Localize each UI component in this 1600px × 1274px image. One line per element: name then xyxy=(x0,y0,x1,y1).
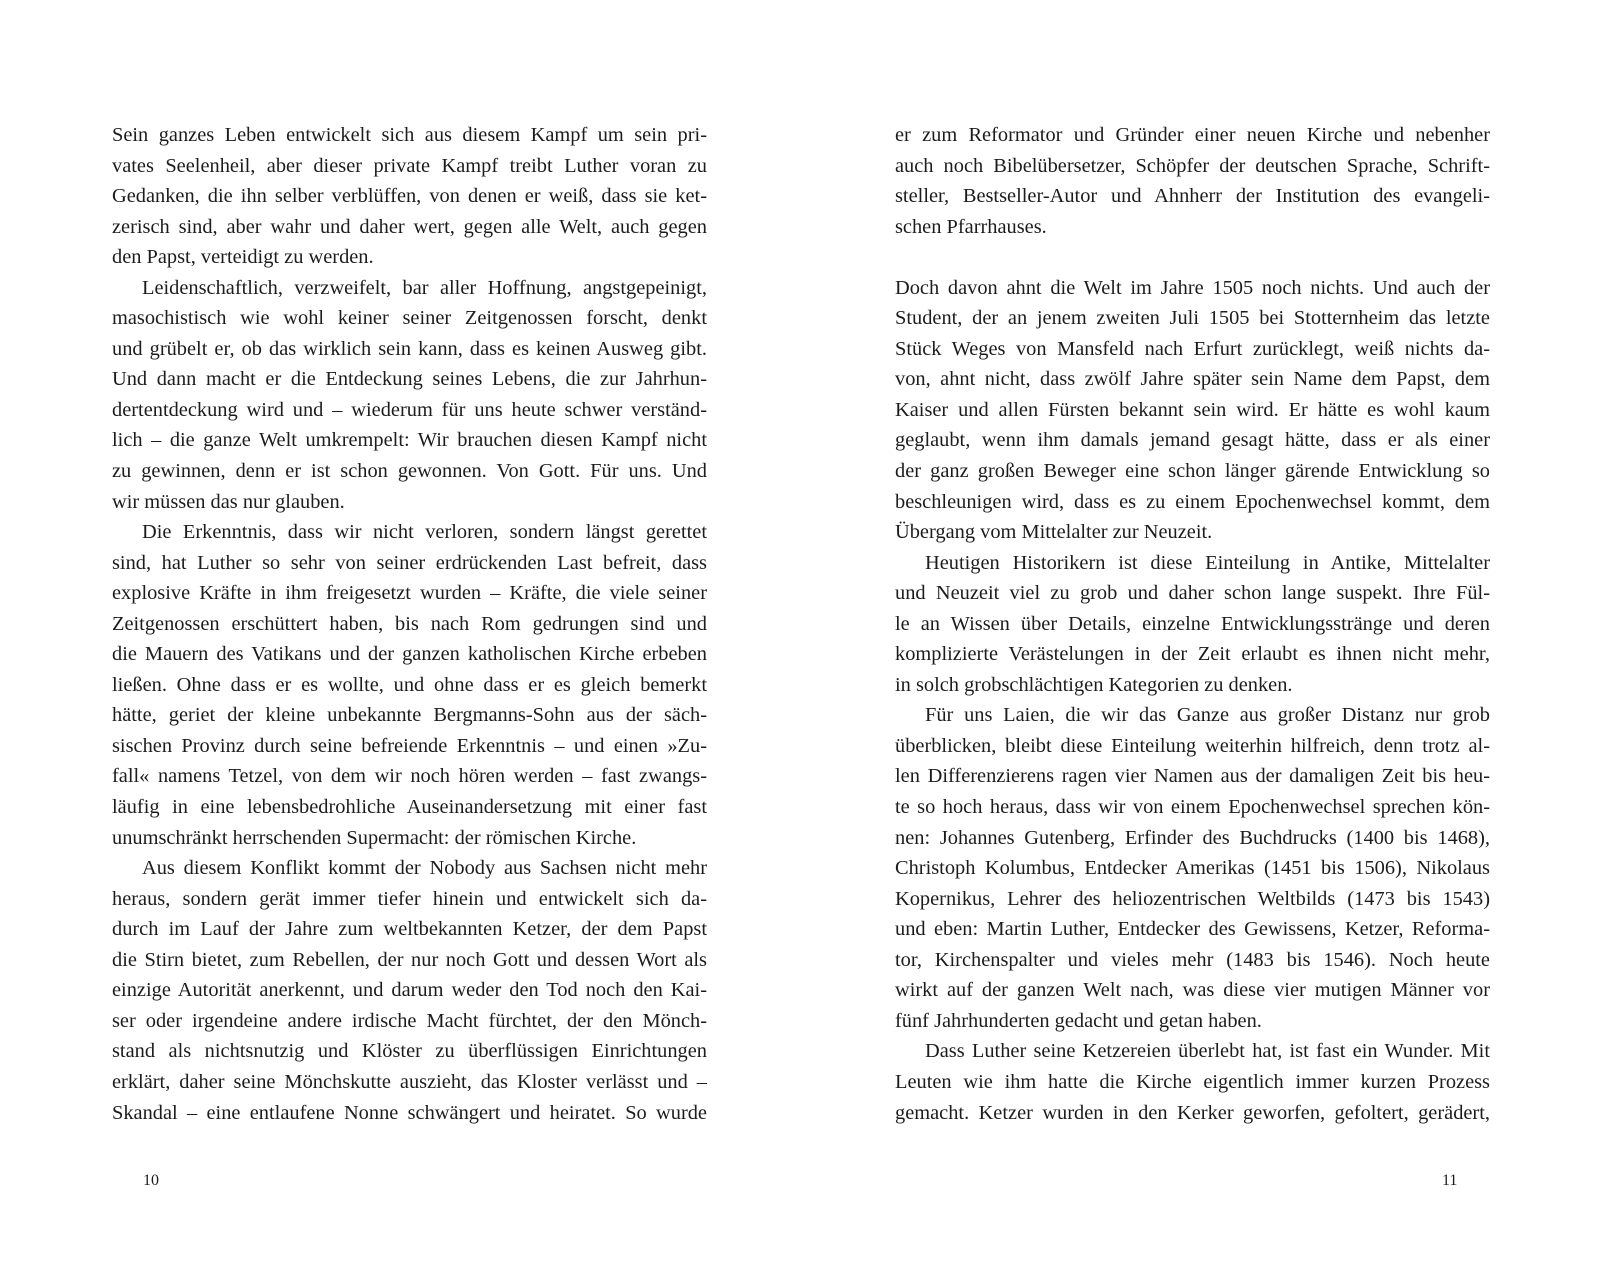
text-line: nen: Johannes Gutenberg, Erfinder des Buchdrucks (1400 bis 1468), xyxy=(895,826,1490,849)
text-line: fall« namens Tetzel, von dem wir noch hören werden – fast zwangs- xyxy=(112,765,707,788)
text-line: wir müssen das nur glauben. xyxy=(112,490,345,513)
text-line: er zum Reformator und Gründer einer neuen Kirche und nebenher xyxy=(895,124,1490,146)
text-line: le an Wissen über Details, einzelne Entwicklungsstränge und deren xyxy=(895,612,1490,635)
text-line: dertentdeckung wird und – wiederum für uns heute schwer verständ- xyxy=(112,398,707,421)
text-line: fünf Jahrhunderten gedacht und getan haben. xyxy=(895,1009,1262,1032)
text-line: überblicken, bleibt diese Einteilung weiterhin hilfreich, denn trotz al- xyxy=(895,734,1490,757)
text-line: vates Seelenheil, aber dieser private Kampf treibt Luther voran zu xyxy=(112,154,707,177)
text-line: der ganz großen Beweger eine schon länger gärende Entwicklung so xyxy=(895,460,1490,483)
text-line: stand als nichtsnutzig und Klöster zu überflüssigen Einrichtungen xyxy=(112,1040,707,1063)
text-line: Leidenschaftlich, verzweifelt, bar aller Hoffnung, angstgepeinigt, xyxy=(142,276,707,299)
text-line: steller, Bestseller-Autor und Ahnherr der Institution des evangeli- xyxy=(895,185,1490,208)
text-line: erklärt, daher seine Mönchskutte auszieht, das Kloster verlässt und – xyxy=(112,1070,707,1093)
text-line: Übergang vom Mittelalter zur Neuzeit. xyxy=(895,521,1213,544)
text-line: die Stirn bietet, zum Rebellen, der nur noch Gott und dessen Wort als xyxy=(112,948,707,971)
text-line: Dass Luther seine Ketzereien überlebt hat, ist fast ein Wunder. Mit xyxy=(925,1040,1490,1063)
section-break xyxy=(895,242,1490,273)
text-line: te so hoch heraus, dass wir von einem Epochenwechsel sprechen kön- xyxy=(895,796,1490,819)
text-line: lich – die ganze Welt umkrempelt: Wir brauchen diesen Kampf nicht xyxy=(112,429,707,452)
text-line: den Papst, verteidigt zu werden. xyxy=(112,246,374,269)
left-page-text xyxy=(112,120,707,1128)
text-line: tor, Kirchenspalter und vieles mehr (1483 bis 1546). Noch heute xyxy=(895,948,1490,971)
text-line: und grübelt er, ob das wirklich sein kann, dass es keinen Ausweg gibt. xyxy=(112,337,707,360)
text-line: zerisch sind, aber wahr und daher wert, gegen alle Welt, auch gegen xyxy=(112,215,707,238)
text-line: Aus diesem Konflikt kommt der Nobody aus Sachsen nicht mehr xyxy=(142,857,707,880)
text-line: Gedanken, die ihn selber verblüffen, von denen er weiß, dass sie ket- xyxy=(112,185,707,208)
text-line: unumschränkt herrschenden Supermacht: der römischen Kirche. xyxy=(112,826,637,849)
text-line: ser oder irgendeine andere irdische Macht fürchtet, der den Mönch- xyxy=(112,1009,707,1032)
text-line: Zeitgenossen erschüttert haben, bis nach Rom gedrungen sind und xyxy=(112,612,707,635)
text-line: heraus, sondern gerät immer tiefer hinein und entwickelt sich da- xyxy=(112,887,707,910)
text-line: Leuten wie ihm hatte die Kirche eigentlich immer kurzen Prozess xyxy=(895,1070,1490,1093)
text-line: Doch davon ahnt die Welt im Jahre 1505 noch nichts. Und auch der xyxy=(895,276,1490,299)
page-number: 10 xyxy=(143,1172,159,1189)
text-line: komplizierte Verästelungen in der Zeit erlaubt es ihnen nicht mehr, xyxy=(895,643,1490,666)
text-line: schen Pfarrhauses. xyxy=(895,215,1047,238)
text-line: durch im Lauf der Jahre zum weltbekannten Ketzer, der dem Papst xyxy=(112,918,707,941)
text-line: Skandal – eine entlaufene Nonne schwängert und heiratet. So wurde xyxy=(112,1101,707,1124)
text-line: einzige Autorität anerkennt, und darum weder den Tod noch den Kai- xyxy=(112,979,707,1002)
text-line: ließen. Ohne dass er es wollte, und ohne dass er es gleich bemerkt xyxy=(112,673,707,696)
text-line: hätte, geriet der kleine unbekannte Bergmanns-Sohn aus der säch- xyxy=(112,704,707,727)
text-line: Kopernikus, Lehrer des heliozentrischen Weltbilds (1473 bis 1543) xyxy=(895,887,1490,910)
text-line: len Differenzierens ragen vier Namen aus der damaligen Zeit bis heu- xyxy=(895,765,1490,788)
text-line: beschleunigen wird, dass es zu einem Epochenwechsel kommt, dem xyxy=(895,490,1490,513)
text-line: Heutigen Historikern ist diese Einteilung in Antike, Mittelalter xyxy=(925,551,1490,574)
text-line: läufig in eine lebensbedrohliche Auseinandersetzung mit einer fast xyxy=(112,796,707,819)
text-line: Sein ganzes Leben entwickelt sich aus diesem Kampf um sein pri- xyxy=(112,124,707,146)
text-line: masochistisch wie wohl keiner seiner Zeitgenossen forscht, denkt xyxy=(112,307,707,330)
text-line: explosive Kräfte in ihm freigesetzt wurden – Kräfte, die viele seiner xyxy=(112,582,707,605)
text-line: Für uns Laien, die wir das Ganze aus großer Distanz nur grob xyxy=(925,704,1490,727)
text-line: von, ahnt nicht, dass zwölf Jahre später sein Name dem Papst, dem xyxy=(895,368,1490,391)
text-line: Stück Weges von Mansfeld nach Erfurt zurücklegt, weiß nichts da- xyxy=(895,337,1490,360)
text-line: auch noch Bibelübersetzer, Schöpfer der deutschen Sprache, Schrift- xyxy=(895,154,1490,177)
text-line: sischen Provinz durch seine befreiende Erkenntnis – und einen »Zu- xyxy=(112,734,707,757)
text-line: Christoph Kolumbus, Entdecker Amerikas (1451 bis 1506), Nikolaus xyxy=(895,857,1490,880)
right-page-text xyxy=(895,120,1490,1128)
text-line: Student, der an jenem zweiten Juli 1505 bei Stotternheim das letzte xyxy=(895,307,1490,330)
text-line: Kaiser und allen Fürsten bekannt sein wird. Er hätte es wohl kaum xyxy=(895,398,1490,421)
page-number: 11 xyxy=(1442,1172,1458,1189)
text-line: wirkt auf der ganzen Welt nach, was diese vier mutigen Männer vor xyxy=(895,979,1490,1002)
text-line: in solch grobschlächtigen Kategorien zu denken. xyxy=(895,673,1293,696)
text-line: gemacht. Ketzer wurden in den Kerker geworfen, gefoltert, gerädert, xyxy=(895,1101,1490,1124)
right-page xyxy=(800,0,1600,1274)
text-line: und Neuzeit viel zu grob und daher schon lange suspekt. Ihre Fül- xyxy=(895,582,1490,605)
text-line: Und dann macht er die Entdeckung seines Lebens, die zur Jahrhun- xyxy=(112,368,707,391)
text-line: die Mauern des Vatikans und der ganzen katholischen Kirche erbeben xyxy=(112,643,707,666)
text-line: und eben: Martin Luther, Entdecker des Gewissens, Ketzer, Reforma- xyxy=(895,918,1490,941)
text-line: zu gewinnen, denn er ist schon gewonnen. Von Gott. Für uns. Und xyxy=(112,460,707,483)
text-line: geglaubt, wenn ihm damals jemand gesagt hätte, dass er als einer xyxy=(895,429,1490,452)
text-line: sind, hat Luther so sehr von seiner erdrückenden Last befreit, dass xyxy=(112,551,707,574)
text-line: Die Erkenntnis, dass wir nicht verloren, sondern längst gerettet xyxy=(142,521,707,544)
